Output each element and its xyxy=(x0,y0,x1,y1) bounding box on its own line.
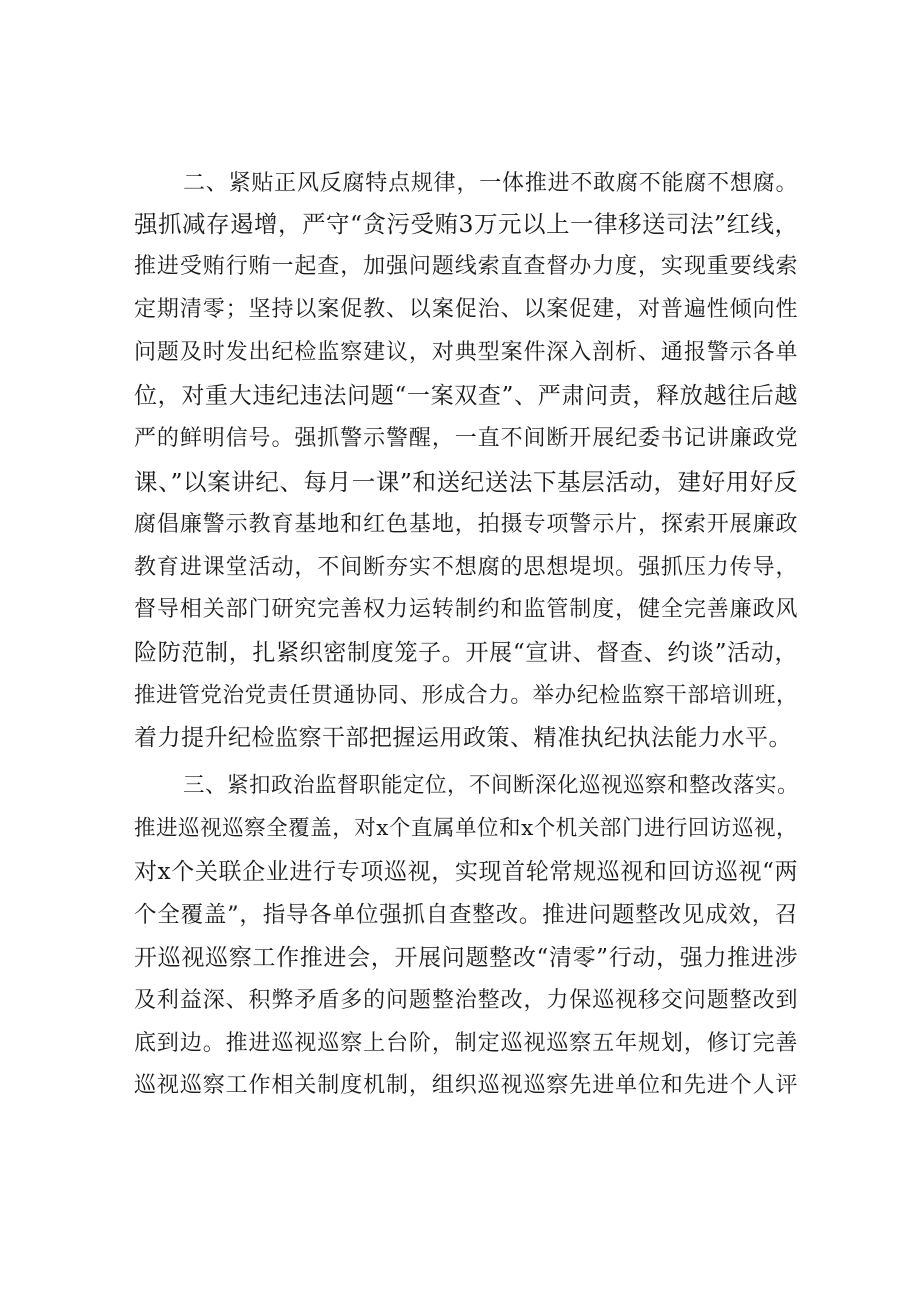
text-line: 推进管党治党责任贯通协同、形成合力。举办纪检监察干部培训班， xyxy=(134,683,798,708)
text-line: 开巡视巡察工作推进会，开展问题整改“清零”行动，强力推进涉 xyxy=(134,945,798,971)
text-line: 底到边。推进巡视巡察上台阶，制定巡视巡察五年规划，修订完善 xyxy=(134,1031,798,1056)
text-line: 及利益深、积弊矛盾多的问题整治整改，力保巡视移交问题整改到 xyxy=(134,988,798,1013)
text-line: 课、”以案讲纪、每月一课”和送纪送法下基层活动，建好用好反 xyxy=(134,468,798,496)
text-line: 险防范制，扎紧织密制度笼子。开展“宣讲、督查、约谈”活动， xyxy=(134,640,798,666)
text-line: 强抓减存遏增，严守“贪污受贿3万元以上一律移送司法”红线， xyxy=(134,210,799,238)
text-line: 腐倡廉警示教育基地和红色基地，拍摄专项警示片，探索开展廉政 xyxy=(134,512,798,537)
text-line: 问题及时发出纪检监察建议，对典型案件深入剖析、通报警示各单 xyxy=(134,340,798,365)
text-line: 推进巡视巡察全覆盖，对x个直属单位和x个机关部门进行回访巡视， xyxy=(134,816,798,841)
text-line: 位，对重大违纪违法问题“一案双查”、严肃问责，释放越往后越 xyxy=(134,383,798,409)
text-line: 二、紧贴正风反腐特点规律，一体推进不敢腐不能腐不想腐。 xyxy=(183,171,798,196)
text-line: 三、紧扣政治监督职能定位，不间断深化巡视巡察和整改落实。 xyxy=(183,773,800,798)
text-line: 定期清零；坚持以案促教、以案促治、以案促建，对普遍性倾向性 xyxy=(134,297,798,322)
text-line: 推进受贿行贿一起查，加强问题线索直查督办力度，实现重要线索 xyxy=(134,254,798,279)
text-line: 对x个关联企业进行专项巡视，实现首轮常规巡视和回访巡视“两 xyxy=(134,859,798,885)
text-line: 巡视巡察工作相关制度机制，组织巡视巡察先进单位和先进个人评 xyxy=(134,1073,798,1098)
text-line: 个全覆盖”，指导各单位强抓自查整改。推进问题整改见成效，召 xyxy=(134,902,798,928)
text-line: 严的鲜明信号。强抓警示警醒，一直不间断开展纪委书记讲廉政党 xyxy=(134,426,798,451)
text-line: 教育进课堂活动，不间断夯实不想腐的思想堤坝。强抓压力传导， xyxy=(134,555,798,580)
text-line: 督导相关部门研究完善权力运转制约和监管制度，健全完善廉政风 xyxy=(134,597,798,622)
text-line: 着力提升纪检监察干部把握运用政策、精准执纪执法能力水平。 xyxy=(134,725,792,751)
